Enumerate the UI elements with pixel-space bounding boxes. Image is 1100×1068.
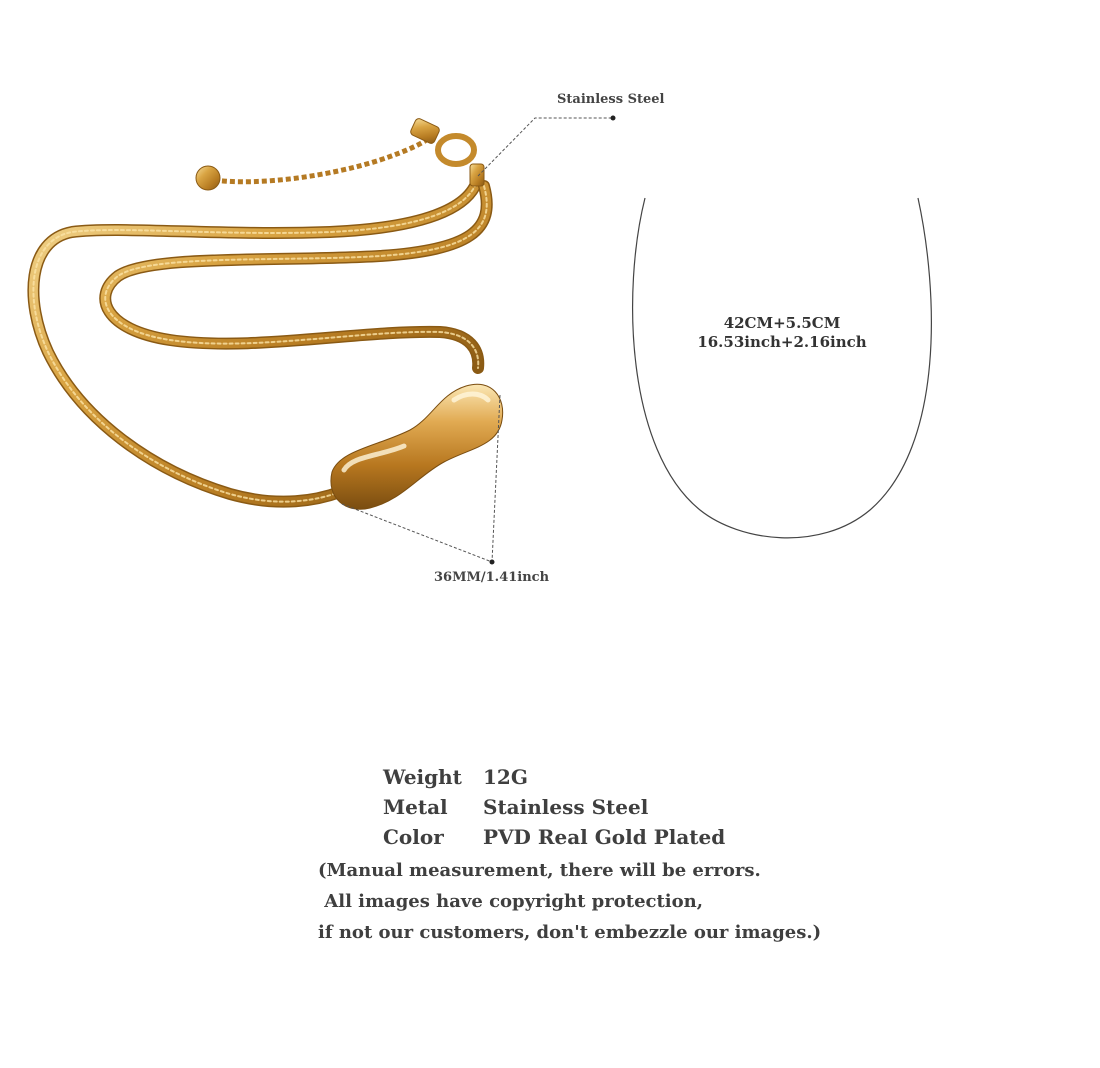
necklace-length-oval xyxy=(633,198,932,538)
spec-label: Color xyxy=(383,825,444,849)
note-line: if not our customers, don't embezzle our images.) xyxy=(318,922,822,943)
spec-value: 12G xyxy=(483,765,528,789)
callout-dot-length xyxy=(490,560,495,565)
spec-value: Stainless Steel xyxy=(483,795,649,819)
note-line: (Manual measurement, there will be errors. xyxy=(318,860,761,881)
pendant-length-callout-label: 36MM/1.41inch xyxy=(434,570,550,585)
extender-chain xyxy=(196,136,432,190)
spec-value: PVD Real Gold Plated xyxy=(483,825,726,849)
pendant-bar xyxy=(331,384,503,509)
length-inch: 16.53inch+2.16inch xyxy=(697,333,867,351)
spec-row-weight xyxy=(383,762,725,792)
spec-label: Weight xyxy=(383,765,462,789)
spec-table xyxy=(383,762,725,852)
lobster-clasp xyxy=(409,117,484,186)
material-callout-label: Stainless Steel xyxy=(557,92,665,107)
callout-dot-steel xyxy=(611,116,616,121)
spec-row-metal xyxy=(383,792,725,822)
disclaimer-notes xyxy=(318,855,821,948)
length-cm: 42CM+5.5CM xyxy=(723,314,841,332)
spec-label: Metal xyxy=(383,795,448,819)
spec-row-color xyxy=(383,822,725,852)
note-line: All images have copyright protection, xyxy=(318,891,703,912)
length-measurement xyxy=(632,314,932,352)
